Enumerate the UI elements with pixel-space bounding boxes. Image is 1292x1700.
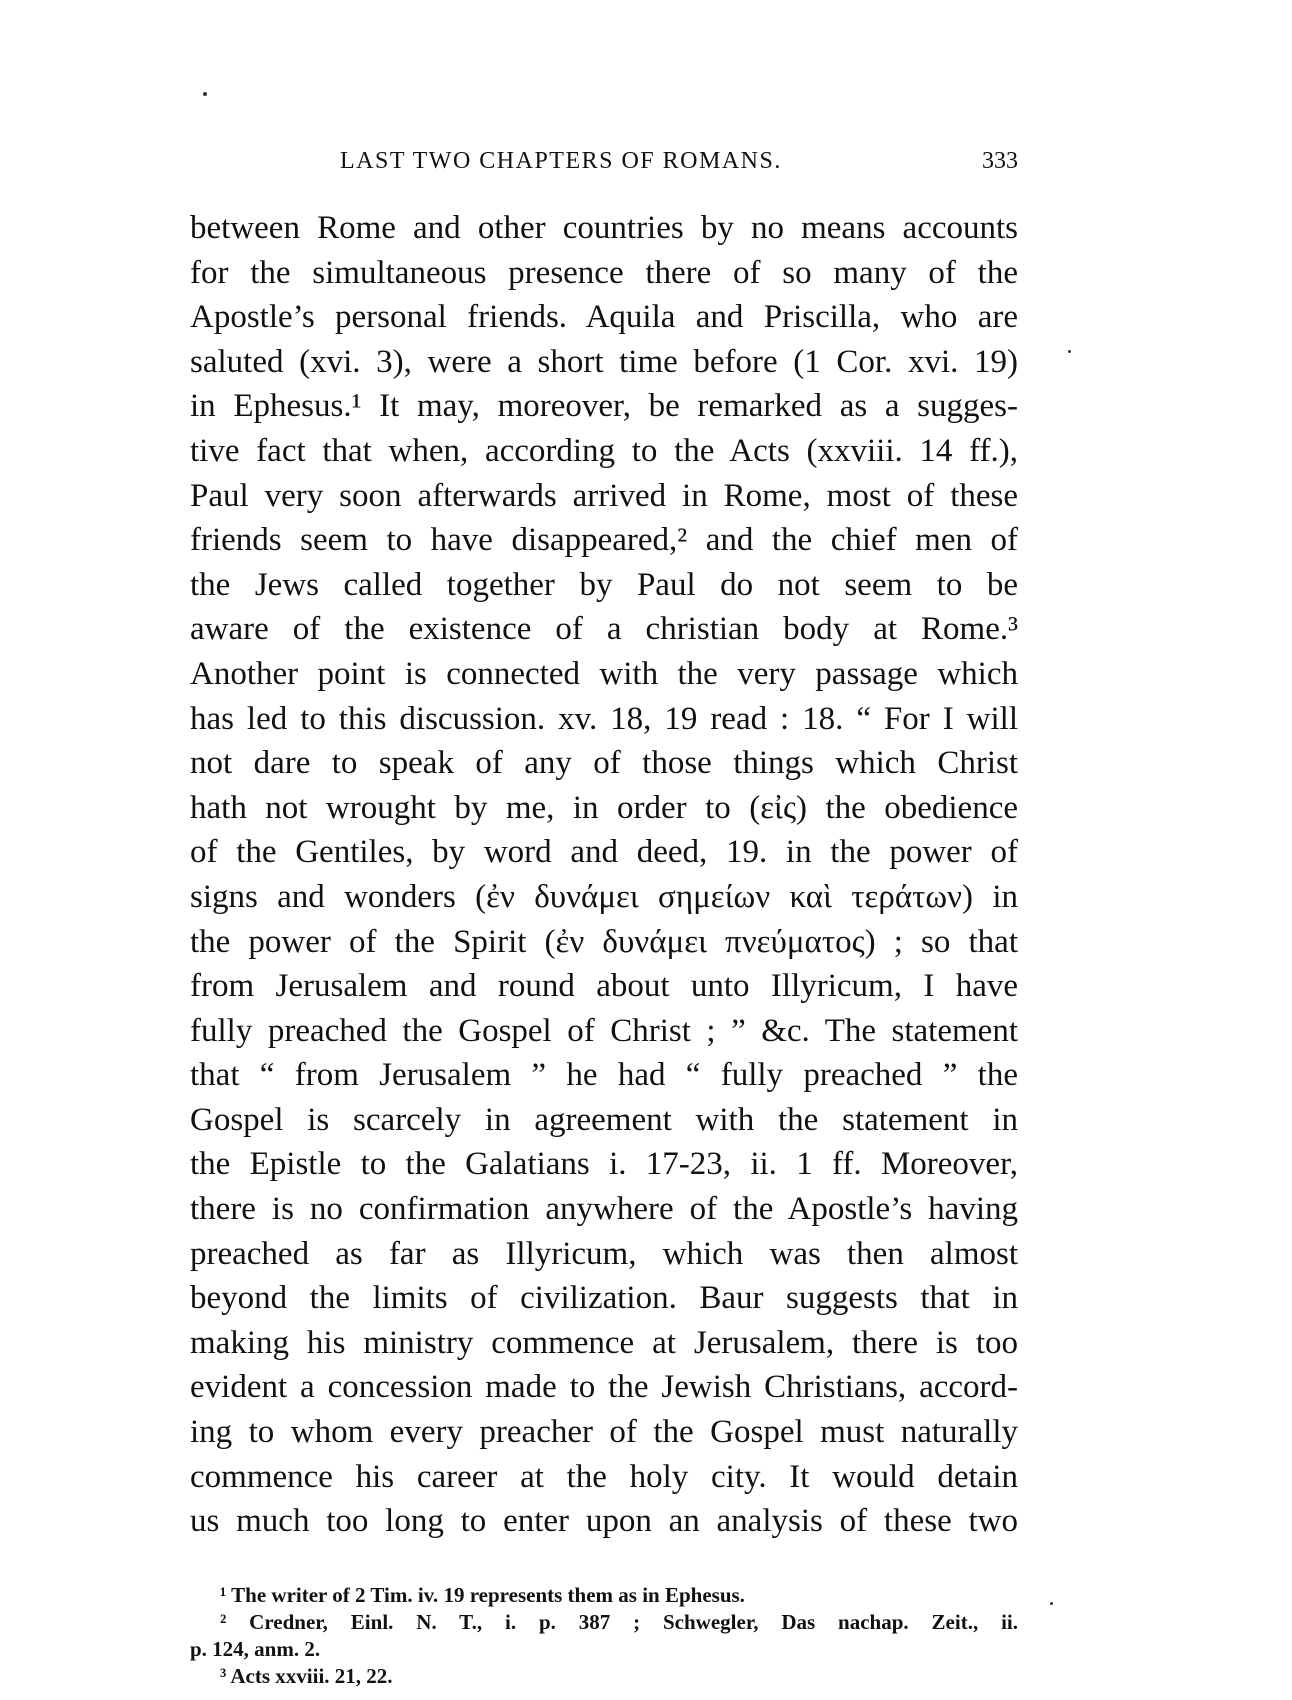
text-line: preached as far as Illyricum, which was then almost bbox=[190, 1235, 1018, 1272]
text-line: fully preached the Gospel of Christ ; ” &c. The statement bbox=[190, 1012, 1018, 1049]
text-line: hath not wrought by me, in order to (εἰς) the obedience bbox=[190, 789, 1018, 826]
text-line: making his ministry commence at Jerusalem, there is too bbox=[190, 1324, 1018, 1361]
text-line: Apostle’s personal friends. Aquila and Priscilla, who are bbox=[190, 299, 1018, 336]
speck-mark bbox=[1068, 350, 1071, 353]
text-line: has led to this discussion. xv. 18, 19 read : 18. “ For I will bbox=[190, 700, 1018, 737]
text-line: tive fact that when, according to the Acts (xxviii. 14 ff.), bbox=[190, 432, 1018, 469]
text-line: Another point is connected with the very passage which bbox=[190, 655, 1018, 692]
text-line: for the simultaneous presence there of so many of the bbox=[190, 254, 1018, 291]
text-line: between Rome and other countries by no means accounts bbox=[190, 210, 1018, 246]
text-line: friends seem to have disappeared,² and the chief men of bbox=[190, 522, 1018, 559]
text-line: us much too long to enter upon an analysis of these two bbox=[190, 1503, 1018, 1540]
text-line: the Jews called together by Paul do not seem to be bbox=[190, 566, 1018, 603]
page-header bbox=[190, 148, 1018, 182]
text-line: signs and wonders (ἐν δυνάμει σημείων καὶ τεράτων) in bbox=[190, 878, 1018, 915]
footnote-2-continued: p. 124, anm. 2. bbox=[190, 1637, 321, 1661]
page-number: 333 bbox=[982, 148, 1018, 174]
speck-mark bbox=[1050, 1602, 1053, 1605]
text-line: evident a concession made to the Jewish Christians, accord- bbox=[190, 1369, 1018, 1406]
speck-mark bbox=[203, 92, 207, 96]
text-line: of the Gentiles, by word and deed, 19. in the power of bbox=[190, 834, 1018, 871]
text-line: Paul very soon afterwards arrived in Rome, most of these bbox=[190, 477, 1018, 514]
footnote-2: ² Credner, Einl. N. T., i. p. 387 ; Schwegler, Das nachap. Zeit., ii. bbox=[220, 1610, 1018, 1634]
footnotes bbox=[190, 1582, 1018, 1690]
text-line: ing to whom every preacher of the Gospel must naturally bbox=[190, 1414, 1018, 1451]
text-line: there is no confirmation anywhere of the Apostle’s having bbox=[190, 1191, 1018, 1228]
text-line: in Ephesus.¹ It may, moreover, be remarked as a sugges- bbox=[190, 388, 1018, 425]
text-line: beyond the limits of civilization. Baur suggests that in bbox=[190, 1280, 1018, 1317]
text-line: commence his career at the holy city. It would detain bbox=[190, 1458, 1018, 1495]
text-line: from Jerusalem and round about unto Illyricum, I have bbox=[190, 968, 1018, 1005]
text-line: not dare to speak of any of those things which Christ bbox=[190, 745, 1018, 782]
body-text bbox=[190, 206, 1018, 1544]
running-title: LAST TWO CHAPTERS OF ROMANS. bbox=[340, 148, 782, 174]
text-line: that “ from Jerusalem ” he had “ fully preached ” the bbox=[190, 1057, 1018, 1094]
text-line: the Epistle to the Galatians i. 17-23, ii. 1 ff. Moreover, bbox=[190, 1146, 1018, 1183]
text-line: saluted (xvi. 3), were a short time before (1 Cor. xvi. 19) bbox=[190, 343, 1018, 380]
footnote-1: ¹ The writer of 2 Tim. iv. 19 represents them as in Ephesus. bbox=[220, 1583, 745, 1607]
text-line: the power of the Spirit (ἐν δυνάμει πνεύματος) ; so that bbox=[190, 923, 1018, 960]
footnote-3: ³ Acts xxviii. 21, 22. bbox=[220, 1664, 393, 1688]
text-line: Gospel is scarcely in agreement with the statement in bbox=[190, 1101, 1018, 1138]
text-line: aware of the existence of a christian body at Rome.³ bbox=[190, 611, 1018, 648]
